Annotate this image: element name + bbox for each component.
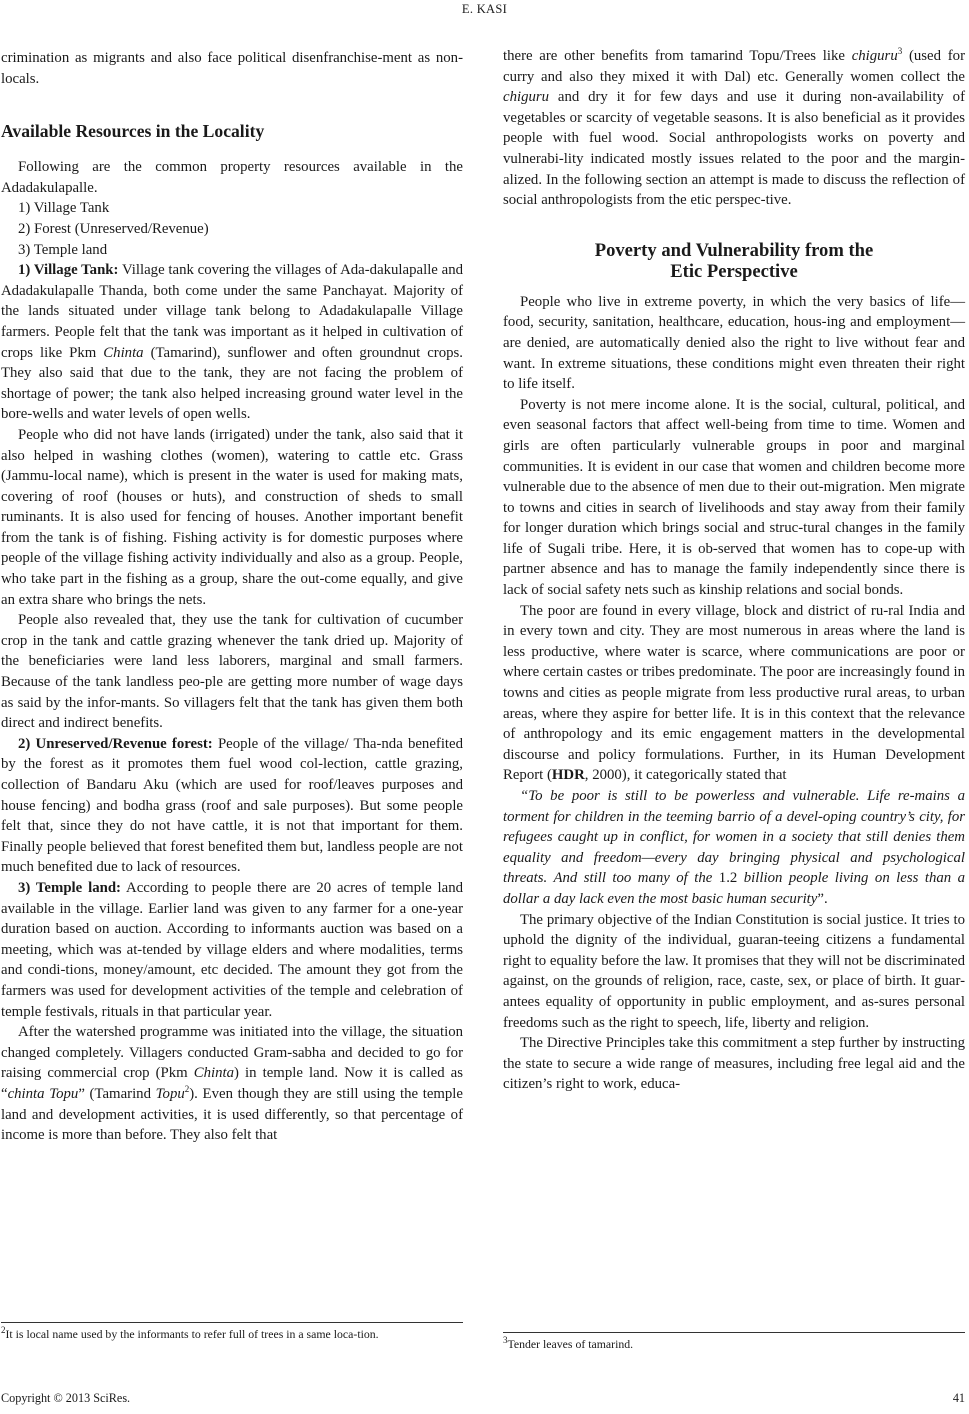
paragraph bbox=[503, 601, 965, 786]
paragraph: The primary objective of the Indian Constitution is social justice. It tries to uphold the dignity of the individual, guaran-teeing citizens a fundamental right to equality before the law. It promises that they will not be discriminated against, on the grounds of religion, race, caste, sex, or place of birth. It guar-antees equality of opportunity in public employment, and as-sures personal freedoms such as the right to speech, life, liberty and religion. bbox=[503, 911, 965, 1031]
footnote-number: 2 bbox=[1, 1325, 6, 1336]
text-run: The poor are found in every village, block and district of ru-ral India and in every town and city. They are most numerous in areas where the land is less productive, where water is scarce, where communications are poor or where certain castes or tribes predominate. The poor are increasingly found in towns and cities as people migrate from less productive rural areas, to urban areas, where they aspire for better life. It is in this context that the relevance of anthropology and its emic engagement matters in the developmental discourse and policy formulations. Further, in its Human Development Report ( bbox=[503, 602, 965, 784]
text-run: Village tank covering the villages of Ada-dakulapalle and Adadakulapalle Thanda, both come under the same Panchayat. Majority of the lands situated under village tank belong to Adadakulapalle Village farmers. People felt that the tank was important as it helped in cultivation of crops like Pkm bbox=[1, 262, 464, 361]
text-run: ”. bbox=[817, 890, 828, 907]
footnote-marker[interactable]: 2 bbox=[184, 1083, 190, 1094]
list-item: 1) Village Tank bbox=[18, 200, 110, 217]
italic-term: chinta Topu bbox=[7, 1085, 79, 1102]
text-run: (used for curry and also they mixed it with Dal) etc. Generally women collect the bbox=[503, 48, 965, 85]
text-run: ) in temple land. Now it is called as “ bbox=[1, 1065, 463, 1102]
footnote-marker[interactable]: 3 bbox=[897, 46, 903, 57]
inline-bold-label: HDR bbox=[551, 767, 585, 784]
footnote-text: Tender leaves of tamarind. bbox=[507, 1337, 634, 1351]
italic-term: Chinta bbox=[103, 344, 144, 361]
list-item: 3) Temple land bbox=[18, 241, 108, 258]
section-heading: Available Resources in the Locality bbox=[1, 121, 265, 142]
paragraph: crimination as migrants and also face political disenfranchise-ment as non-locals. bbox=[1, 50, 463, 87]
text-run: According to people there are 20 acres of temple land available in the village. Earlier land was given to any farmer for a one-year duration based on auction. According to informants auction was based on a meeting, which was at-tended by village elders and where modalities, terms and condi-tions, money/amount, etc decided. The amount they got from the farmers was used for development activities of the temple and celebration of temple festivals, rituals in that particular year. bbox=[1, 879, 464, 1020]
paragraph bbox=[1, 734, 463, 878]
text-run: After the watershed programme was initiated into the village, the situation changed completely. Villagers conducted Gram-sabha and decided to go for raising commercial crop (Pkm bbox=[1, 1024, 463, 1082]
paragraph: Poverty is not mere income alone. It is the social, cultural, political, and even seasonal factors that affect well-being from time to time. Women and girls are often particularly vulnerable groups in poor and marginal communities. It is evident in our case that women and children become more vulnerable due to the absence of men due to their out-migration. Men migrate to towns and cities in search of livelihoods and stay away from their family for longer duration which brings social and struc-tural changes in the family life of Sugali tribe. Here, it is ob-served that women has to cope-up with partner absence and has to manage the family independently since there is lack of social safety nets such as kinship relations and social bonds. bbox=[503, 396, 965, 599]
text-run: and dry it for few days and use it during non-availability of vegetables or scarcity of vegetable seasons. It is also beneficial as it provides people with fuel wood. Social anthropologists works on poverty and vulnerabi-lity indicated mostly issues related to the poor and the margin-alized. In the following section an attempt is made to discuss the reflection of social anthropologists from the etic perspec-tive. bbox=[503, 89, 965, 209]
text-run: (Tamarind), sunflower and often groundnut crops. They also said that due to the tank, they are not facing the problem of shortage of power; the tank also helped increasing ground water level in the bore-wells and water levels of open wells. bbox=[1, 344, 463, 423]
running-head: E. KASI bbox=[461, 2, 508, 16]
italic-term: Topu bbox=[155, 1085, 185, 1102]
section-heading bbox=[503, 240, 965, 282]
right-column bbox=[503, 46, 965, 1095]
footnote bbox=[1, 1327, 463, 1343]
text-run: 1.2 bbox=[718, 870, 738, 887]
left-column bbox=[1, 48, 463, 1146]
text-run: , 2000), it categorically stated that bbox=[584, 767, 787, 784]
paragraph bbox=[1, 878, 463, 1022]
block-quote bbox=[503, 786, 965, 910]
footnote-number: 3 bbox=[503, 1335, 508, 1346]
italic-term: Chinta bbox=[193, 1065, 235, 1082]
heading-line: Etic Perspective bbox=[670, 260, 798, 282]
paragraph bbox=[1, 260, 463, 425]
paragraph: Following are the common property resources available in the Adadakulapalle. bbox=[1, 159, 463, 196]
page-number: 41 bbox=[952, 1391, 965, 1405]
footnote-text: It is local name used by the informants to refer full of trees in a same loca-tion. bbox=[5, 1327, 379, 1341]
text-run: billion people living on less than a dollar a day lack even the most basic human security bbox=[503, 870, 965, 907]
paragraph: The Directive Principles take this commitment a step further by instructing the state to secure a wide range of measures, including free legal aid and the citizen’s right to work, educa- bbox=[503, 1035, 965, 1093]
text-run: there are other benefits from tamarind Topu/Trees like bbox=[503, 48, 852, 64]
copyright-notice: Copyright © 2013 SciRes. bbox=[1, 1391, 131, 1405]
list-item: 2) Forest (Unreserved/Revenue) bbox=[18, 220, 209, 237]
text-run: ). Even though they are still using the temple land and development activities, it is used differently, so that percentage of income is more than before. They also felt that bbox=[1, 1085, 463, 1144]
footnote bbox=[503, 1337, 965, 1353]
inline-bold-label: 3) Temple land: bbox=[18, 879, 121, 896]
paragraph: People who live in extreme poverty, in which the very basics of life—food, security, sanitation, healthcare, education, hous-ing and employment—are denied, are automatically denied also the right to live without fear and want. In extreme situations, these conditions might even threaten their right to life itself. bbox=[503, 293, 965, 393]
footnote-divider bbox=[503, 1332, 965, 1333]
paragraph: People also revealed that, they use the tank for cultivation of cucumber crop in the tank and cattle grazing whenever the tank dried up. Majority of the beneficiaries were land less laborers, marginal and small farmers. Because of the tank landless peo-ple are getting more number of wage days as said by the infor-mants. So villagers felt that the tank has given them both direct and indirect benefits. bbox=[1, 612, 463, 732]
italic-term: chiguru bbox=[851, 48, 898, 64]
text-run: People of the village/ Tha-nda benefited by the forest as it promotes them fuel wood col-lection, cattle grazing, collection of Bandaru Aku (which are used for roof/leaves purposes and house fencing) and bodha grass (roof and sale purposes). But some people felt that, since they do not have cattle, it is not that important for them. Finally people believed that forest benefited them but, landless people are not much benefited due to lack of resources. bbox=[1, 735, 464, 876]
paragraph: People who did not have lands (irrigated) under the tank, also said that it also helped in washing clothes (women), watering to cattle etc. Grass (Jammu-local name), which is present in the water is used for making mats, covering of roof (houses or huts), and construction of sheds to small ruminants. It is also used for fencing of houses. Another important benefit from the tank is of fishing. Fishing activity is for domestic purposes where people of the village fishing activity individually and also as a group. People, who take part in the fishing as a group, share the out-come equally, and give an extra share who brings the nets. bbox=[1, 426, 463, 608]
heading-line: Poverty and Vulnerability from the bbox=[594, 239, 874, 261]
inline-bold-label: 1) Village Tank: bbox=[18, 262, 119, 279]
paragraph bbox=[1, 1022, 463, 1146]
paragraph bbox=[503, 46, 965, 211]
inline-bold-label: 2) Unreserved/Revenue forest: bbox=[18, 735, 213, 752]
text-run: ” (Tamarind bbox=[78, 1085, 156, 1102]
text-run: “To be poor is still to be powerless and vulnerable. Life re-mains a torment for children in the teeming barrio of a devel-oping country’s city, for refugees caught up in conflict, for women in a society that still denies them equality and freedom—every day bringing physical and psychological threats. And still too many of the bbox=[503, 788, 965, 887]
italic-term: chiguru bbox=[503, 89, 550, 106]
footnote-divider bbox=[1, 1322, 463, 1323]
